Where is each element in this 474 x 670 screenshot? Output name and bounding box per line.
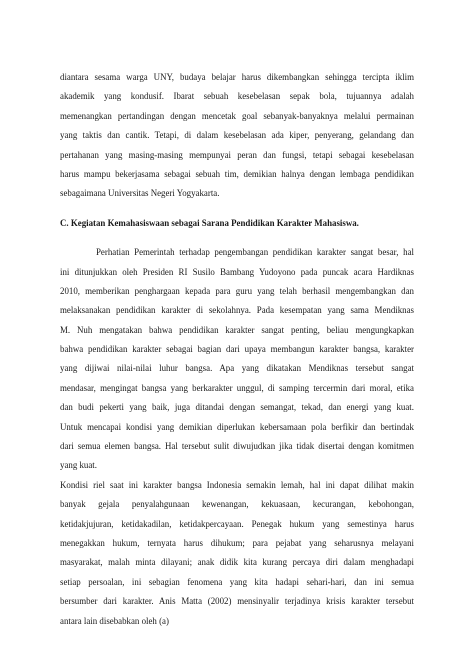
text-line: yang kuat. [60, 460, 97, 471]
text-line: memenangkan pertandingan dengan mencetak goal sebanyak-banyaknya melalui permainan [60, 110, 414, 121]
text-line: melaksanakan pendidikan karakter di sekolahnya. Pada kesempatan yang sama Mendiknas [60, 305, 414, 316]
text-line: Untuk mencapai kondisi yang demikian diperlukan kebersamaan pola berfikir dan bertindak [60, 421, 414, 432]
text-line: masyarakat, malah minta dilayani; anak didik kita kurang percaya diri dalam menghadapi [60, 557, 414, 568]
text-line: bersumber dari karakter. Anis Matta (2002) mensinyalir terjadinya krisis karakter tersebut [60, 596, 414, 607]
text-line: mendasar, mengingat bangsa yang berkarakter unggul, di samping tercermin dari moral, etika [60, 382, 414, 393]
text-line: ketidakjujuran, ketidakadilan, ketidakpercayaan. Penegak hukum yang semestinya harus [60, 518, 414, 529]
text-line: antara lain disebabkan oleh (a) [60, 615, 169, 626]
paragraph-continuation [60, 68, 414, 204]
text-line: yang taktis dan cantik. Tetapi, di dalam kesebelasan ada kiper, penyerang, gelandang dan [60, 130, 414, 141]
paragraph-real-condition [60, 476, 414, 631]
text-line: sebagaimana Universitas Negeri Yogyakarta. [60, 188, 220, 199]
text-line: diantara sesama warga UNY, budaya belajar harus dikembangkan sehingga tercipta iklim [60, 72, 414, 82]
text-line: dan budi pekerti yang baik, juga ditandai dengan semangat, tekad, dan energi yang kuat. [60, 402, 414, 413]
text-line: 2010, memberikan penghargaan kepada para guru yang telah berhasil mengembangkan dan [60, 285, 414, 296]
text-line: akademik yang kondusif. Ibarat sebuah kesebelasan sepak bola, tujuannya adalah [60, 91, 414, 102]
text-line: menegakkan hukum, ternyata harus dihukum; para pejabat yang seharusnya melayani [60, 537, 414, 548]
text-line: bahwa pendidikan karakter sebagai bagian dari upaya membangun karakter bangsa, karakter [60, 344, 414, 355]
text-line: Kondisi riel saat ini karakter bangsa Indonesia semakin lemah, hal ini dapat dilihat makin [60, 479, 414, 490]
text-line: yang dijiwai nilai-nilai luhur bangsa. Apa yang dikatakan Mendiknas tersebut sangat [60, 363, 414, 374]
paragraph-government-attention [60, 243, 414, 476]
text-line: ini ditunjukkan oleh Presiden RI Susilo Bambang Yudoyono pada puncak acara Hardiknas [60, 266, 414, 277]
text-line: Perhatian Pemerintah terhadap pengembangan pendidikan karakter sangat besar, hal [96, 247, 414, 258]
text-line: dari semua elemen bangsa. Hal tersebut sulit diwujudkan jika tidak disertai dengan komitmen [60, 441, 414, 452]
text-line: setiap persoalan, ini sebagian fenomena yang kita hadapi sehari-hari, dan ini semua [60, 576, 414, 587]
text-line: harus mampu bekerjasama sebagai sebuah tim, demikian halnya dengan lembaga pendidikan [60, 168, 414, 179]
text-line: banyak gejala penyalahgunaan kewenangan, kekuasaan, kecurangan, kebohongan, [60, 499, 414, 510]
text-line: M. Nuh mengatakan bahwa pendidikan karakter sangat penting, beliau mengungkapkan [60, 324, 414, 335]
section-heading: C. Kegiatan Kemahasiswaan sebagai Sarana Pendidikan Karakter Mahasiswa. [60, 217, 359, 228]
text-line: pertahanan yang masing-masing mempunyai peran dan fungsi, tetapi sebagai kesebelasan [60, 149, 414, 160]
